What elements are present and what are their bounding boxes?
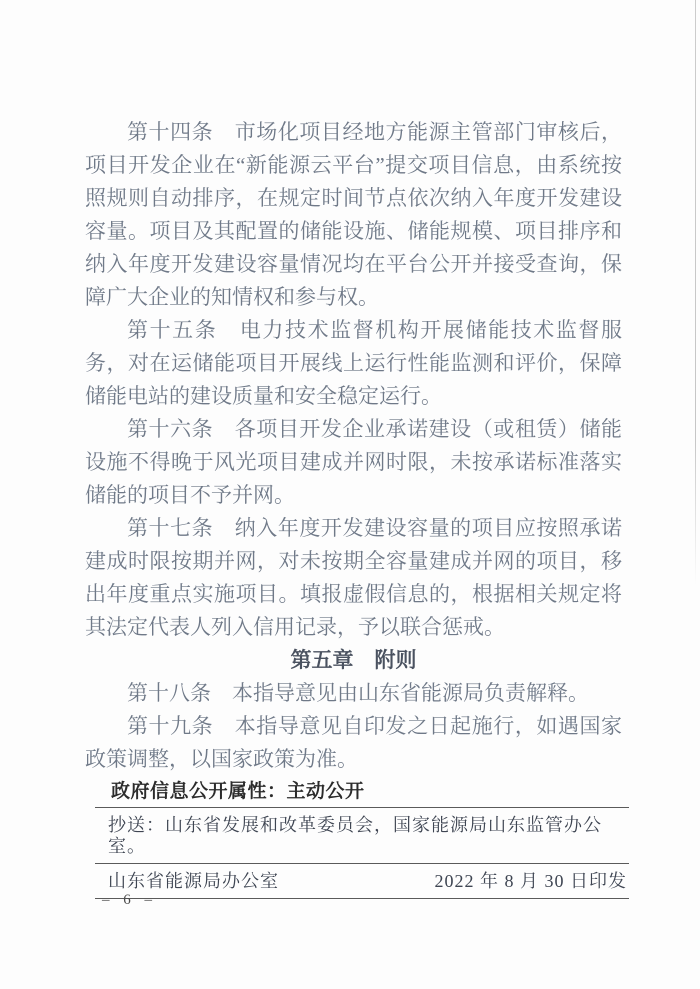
cc-label: 抄送：山东省发展和改革委员会，国家能源局山东监管办公室。 xyxy=(108,815,602,856)
scan-edge-line xyxy=(695,0,696,585)
issuer-label: 山东省能源局办公室 xyxy=(108,871,279,891)
document-footer xyxy=(95,779,629,899)
article-19-paragraph: 第十九条 本指导意见自印发之日起施行，如遇国家政策调整，以国家政策为准。 xyxy=(85,714,622,771)
page-number: – 6 – xyxy=(102,892,157,908)
article-15-paragraph: 第十五条 电力技术监督机构开展储能技术监督服务，对在运储能项目开展线上运行性能监测和评价，保障储能电站的建设质量和安全稳定运行。 xyxy=(85,318,622,408)
article-18-paragraph: 第十八条 本指导意见由山东省能源局负责解释。 xyxy=(127,681,589,705)
disclosure-row xyxy=(95,779,629,808)
document-body xyxy=(85,116,622,776)
cc-row xyxy=(95,808,629,864)
issue-row xyxy=(95,864,629,899)
disclosure-label: 政府信息公开属性：主动公开 xyxy=(111,781,365,802)
print-date-label: 2022 年 8 月 30 日印发 xyxy=(434,871,627,891)
article-17-paragraph: 第十七条 纳入年度开发建设容量的项目应按照承诺建成时限按期并网，对未按期全容量建成并网的项目，移出年度重点实施项目。填报虚假信息的，根据相关规定将其法定代表人列入信用记录，予以联合惩戒。 xyxy=(85,516,622,639)
article-16-paragraph: 第十六条 各项目开发企业承诺建设（或租赁）储能设施不得晚于风光项目建成并网时限，未按承诺标准落实储能的项目不予并网。 xyxy=(85,417,622,507)
article-14-paragraph: 第十四条 市场化项目经地方能源主管部门审核后，项目开发企业在“新能源云平台”提交项目信息，由系统按照规则自动排序，在规定时间节点依次纳入年度开发建设容量。项目及其配置的储能设施、储能规模、项目排序和纳入年度开发建设容量情况均在平台公开并接受查询，保障广大企业的知情权和参与权。 xyxy=(85,120,622,309)
chapter-heading: 第五章 附则 xyxy=(290,648,417,672)
